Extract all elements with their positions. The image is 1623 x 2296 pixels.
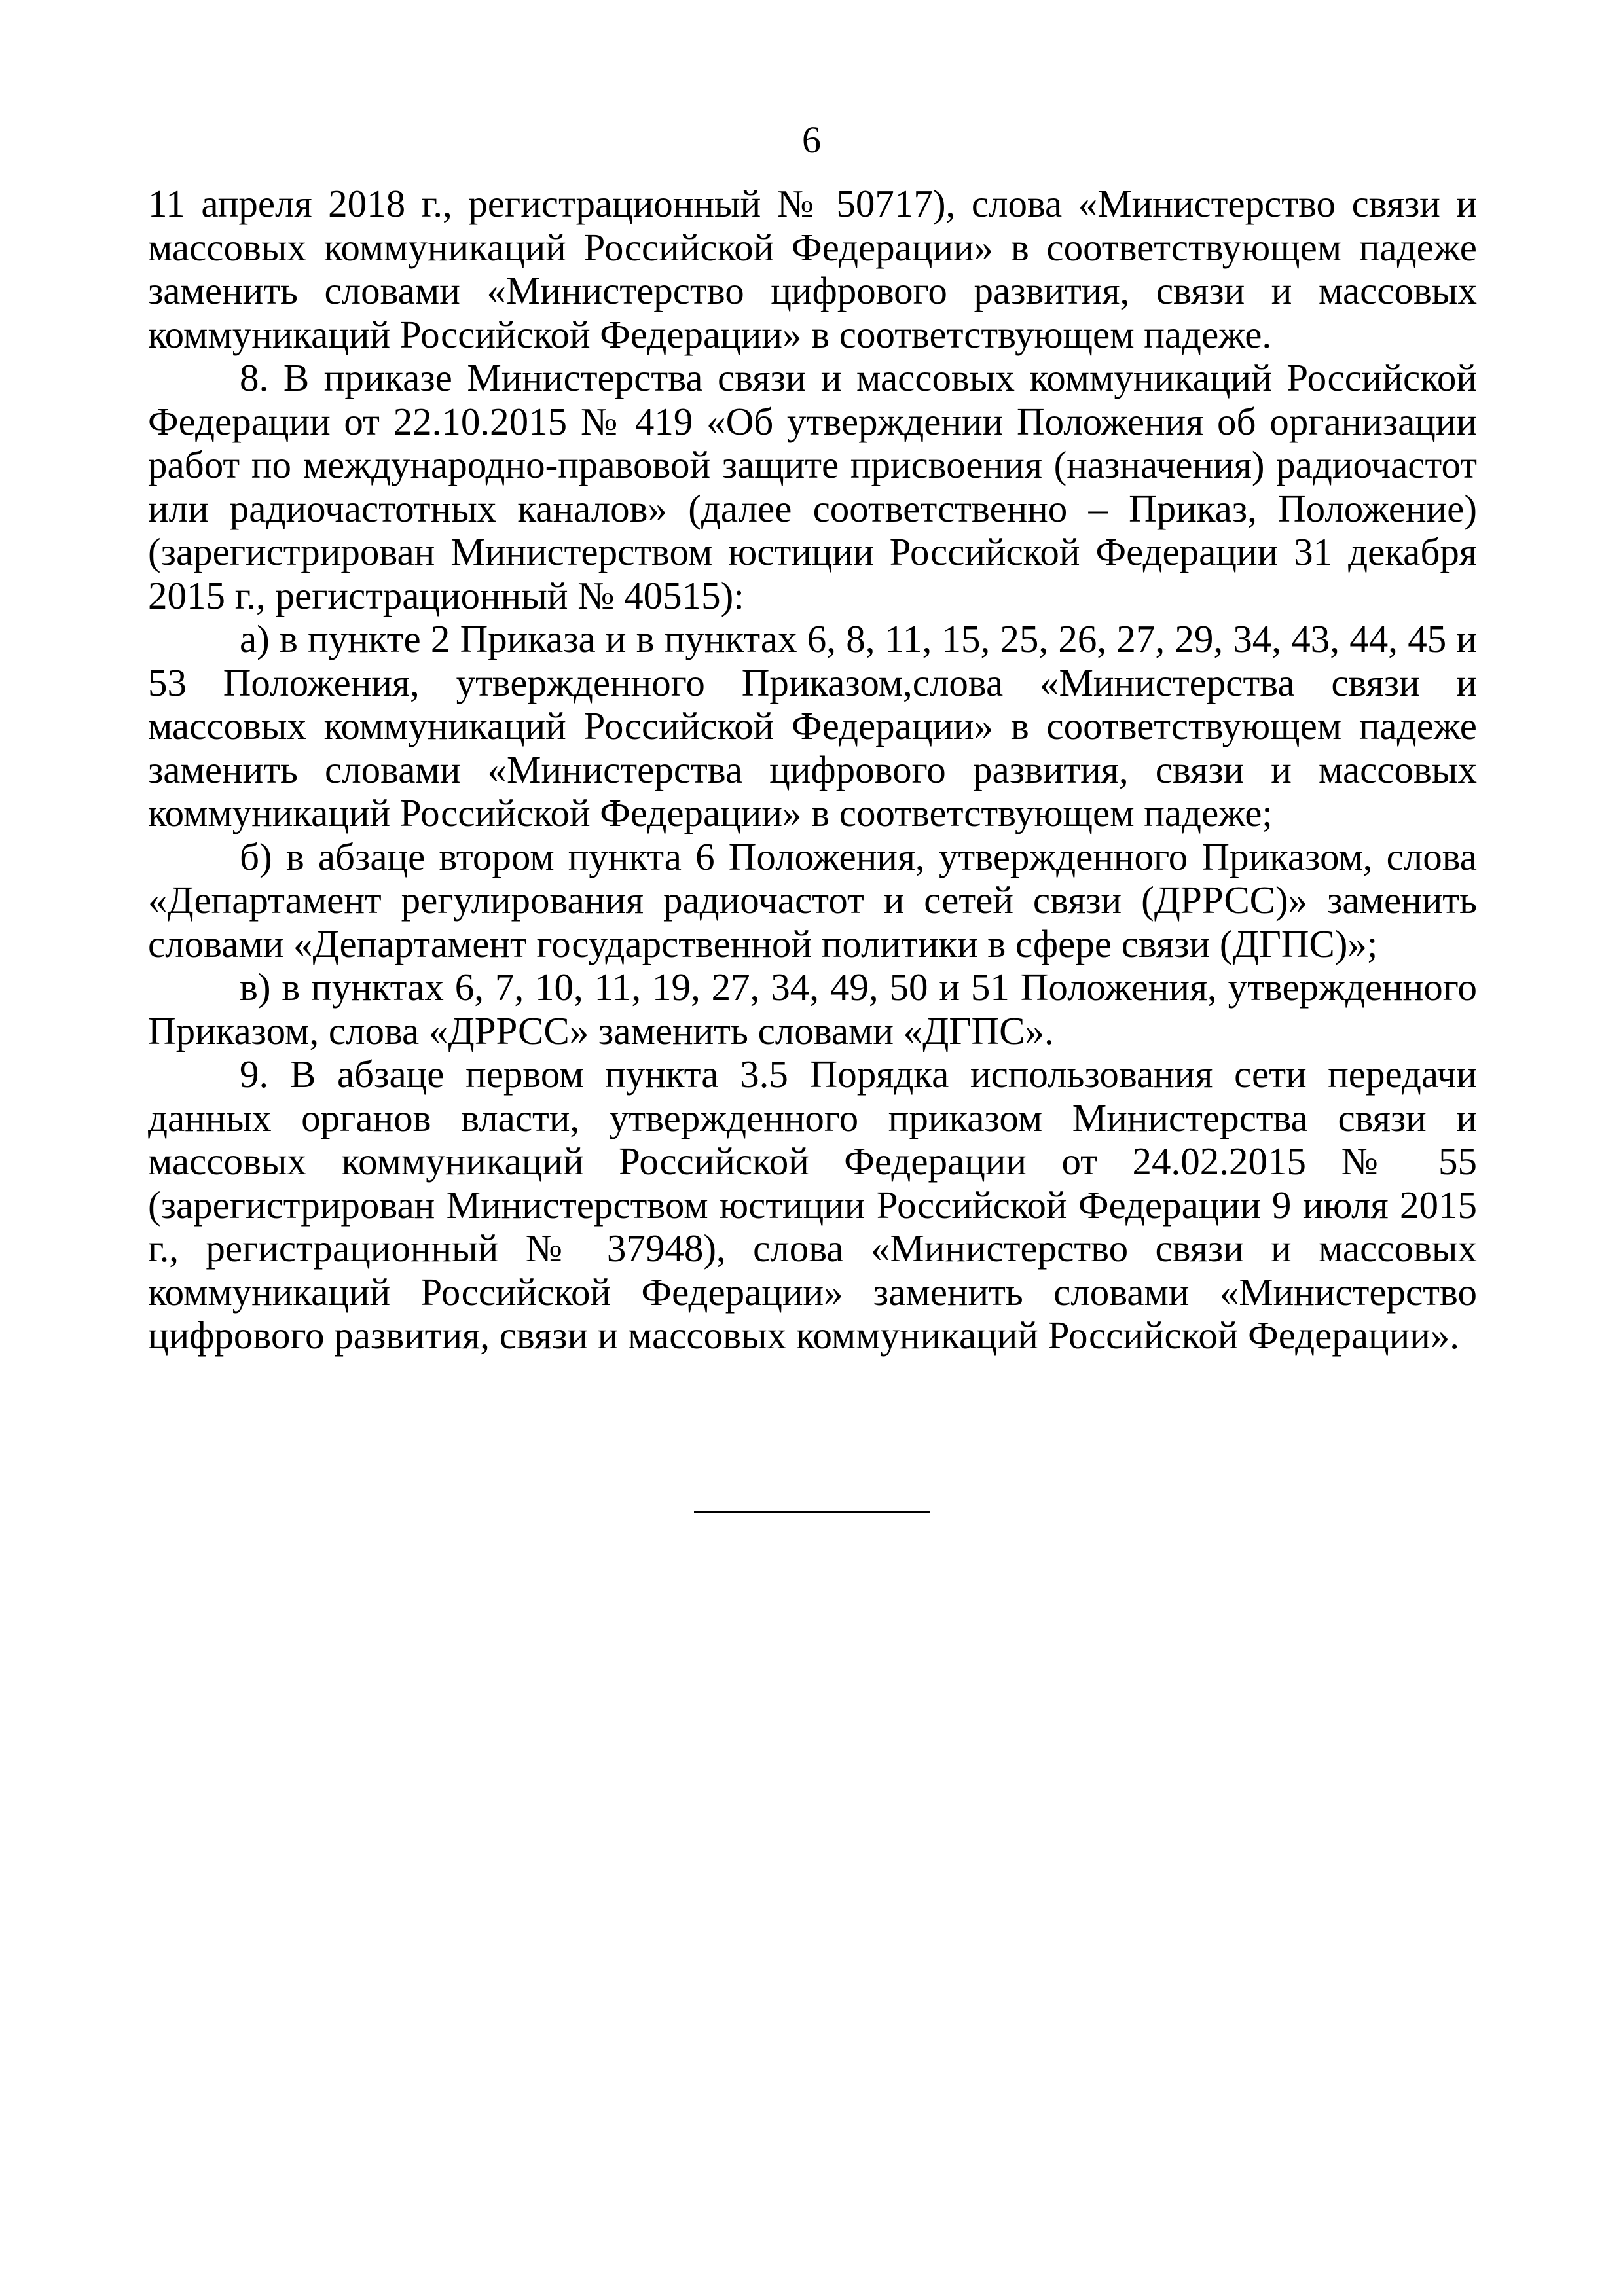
document-body: [148, 182, 1477, 1357]
paragraph-subitem-v: в) в пунктах 6, 7, 10, 11, 19, 27, 34, 49, 50 и 51 Положения, утвержденного Приказом, слова «ДРРСС» заменить словами «ДГПС».: [148, 965, 1477, 1052]
paragraph-subitem-b: б) в абзаце втором пункта 6 Положения, утвержденного Приказом, слова «Департамент регулирования радиочастот и сетей связи (ДРРСС)» заменить словами «Департамент государственной политики в сфере связи (ДГПС)»;: [148, 834, 1477, 965]
paragraph-item-8: 8. В приказе Министерства связи и массовых коммуникаций Российской Федерации от 22.10.2015 № 419 «Об утверждении Положения об организации работ по международно-правовой защите присвоения (назначения) радиочастот или радиочастотных каналов» (далее соответственно – Приказ, Положение) (зарегистрирован Министерством юстиции Российской Федерации 31 декабря 2015 г., регистрационный № 40515):: [148, 356, 1477, 617]
page-number: 6: [802, 118, 821, 161]
end-of-document-rule: [694, 1511, 930, 1513]
paragraph-continuation: 11 апреля 2018 г., регистрационный № 50717), слова «Министерство связи и массовых коммуникаций Российской Федерации» в соответствующем падеже заменить словами «Министерство цифрового развития, связи и массовых коммуникаций Российской Федерации» в соответствующем падеже.: [148, 182, 1477, 356]
paragraph-item-9: 9. В абзаце первом пункта 3.5 Порядка использования сети передачи данных органов власти, утвержденного приказом Министерства связи и массовых коммуникаций Российской Федерации от 24.02.2015 № 55 (зарегистрирован Министерством юстиции Российской Федерации 9 июля 2015 г., регистрационный № 37948), слова «Министерство связи и массовых коммуникаций Российской Федерации» заменить словами «Министерство цифрового развития, связи и массовых коммуникаций Российской Федерации».: [148, 1052, 1477, 1357]
paragraph-subitem-a: а) в пункте 2 Приказа и в пунктах 6, 8, 11, 15, 25, 26, 27, 29, 34, 43, 44, 45 и 53 Положения, утвержденного Приказом,слова «Министерства связи и массовых коммуникаций Российской Федерации» в соответствующем падеже заменить словами «Министерства цифрового развития, связи и массовых коммуникаций Российской Федерации» в соответствующем падеже;: [148, 617, 1477, 834]
